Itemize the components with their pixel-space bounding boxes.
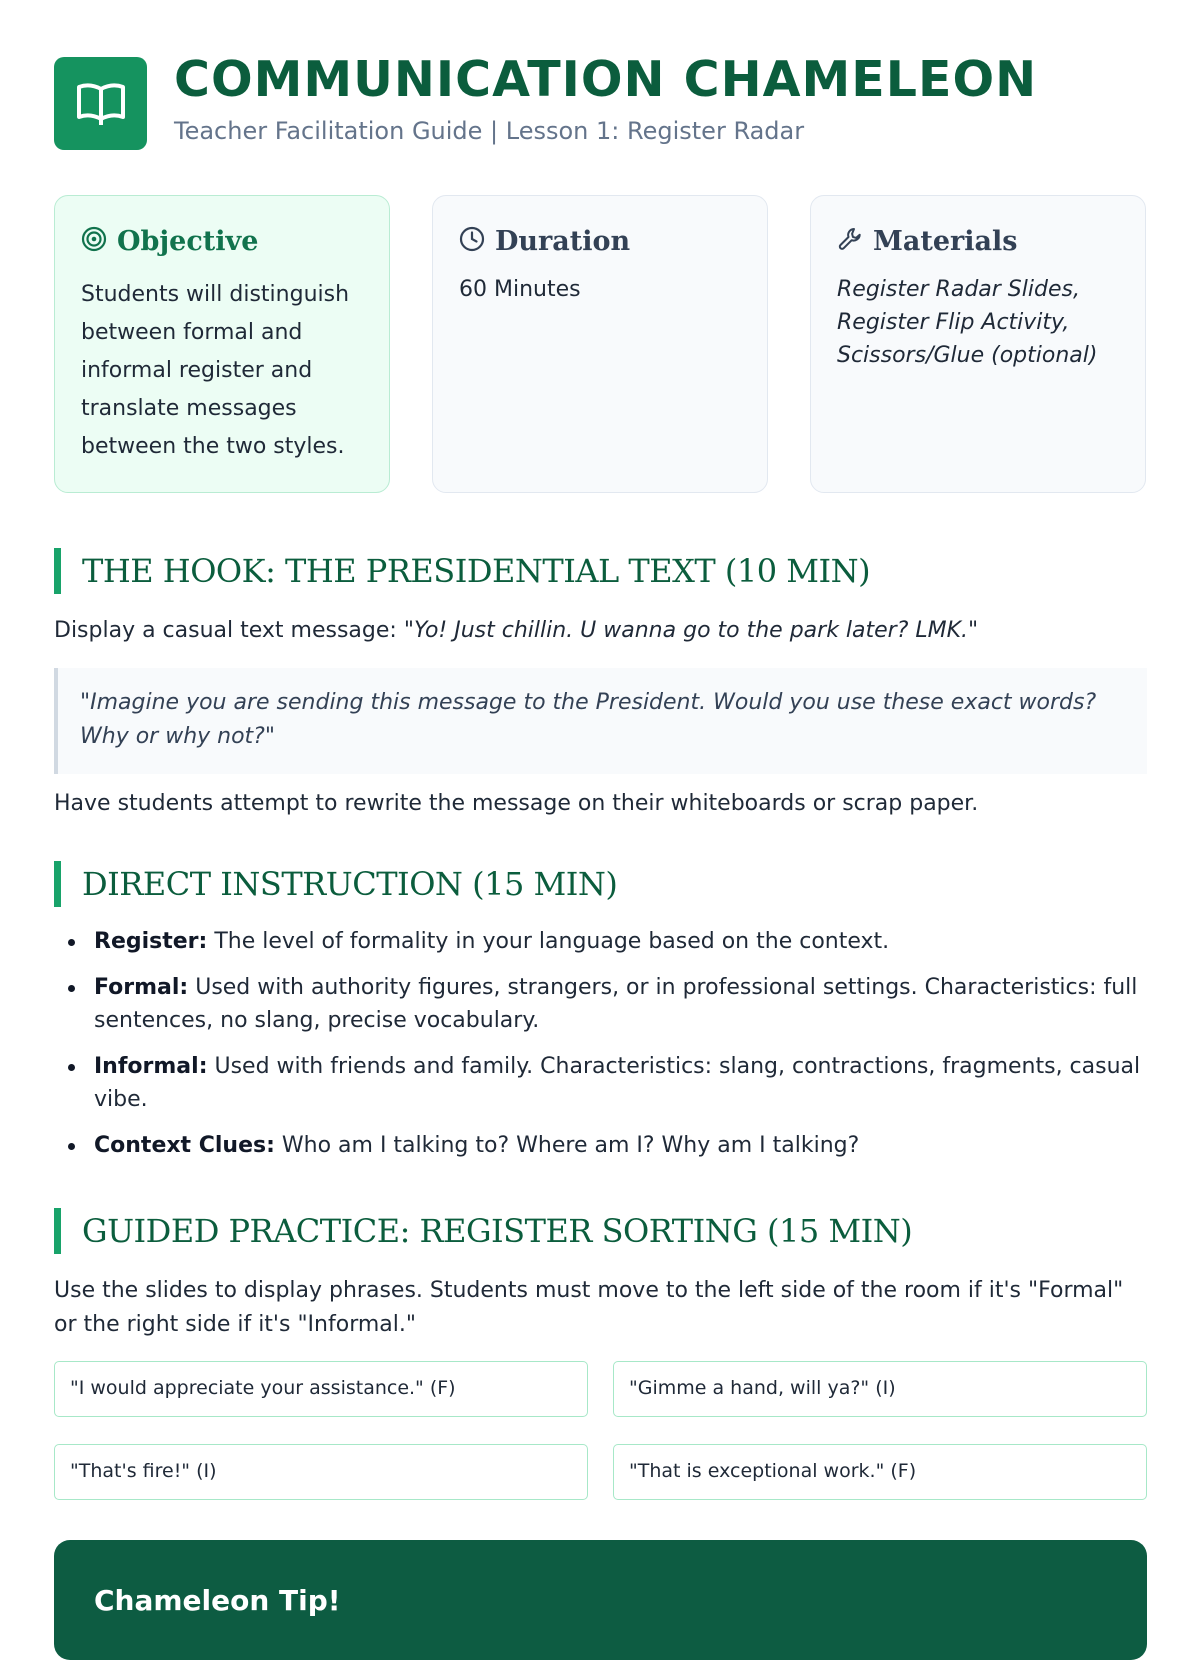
term-definition: Used with authority figures, strangers, or in professional settings. Characteristics: full sentences, no slang, precise vocabulary. [94,975,1138,1033]
hook-callout-quote: "Imagine you are sending this message to the President. Would you use these exact words? Why or why not?" [54,668,1147,774]
chameleon-tip-box [54,1540,1147,1660]
objective-text: Students will distinguish between formal and informal register and translate messages between the two styles. [81,282,350,459]
practice-intro: Use the slides to display phrases. Students must move to the left side of the room if it's "Formal" or the right side if it's "Informal." [54,1278,1124,1337]
duration-title: Duration [495,225,631,257]
term-label: Formal: [94,975,189,1000]
duration-card [432,195,768,493]
hook-followup: Have students attempt to rewrite the message on their whiteboards or scrap paper. [54,791,979,816]
list-item [94,971,1187,1037]
phrase-card: "That's fire!" (I) [54,1444,588,1500]
term-label: Informal: [94,1054,208,1079]
phrase-card: "That is exceptional work." (F) [613,1444,1147,1500]
casual-message-quote: "Yo! Just chillin. U wanna go to the park later? LMK." [403,618,979,643]
lesson-info-cards [54,195,1147,493]
materials-text: Register Radar Slides, Register Flip Activity, Scissors/Glue (optional) [837,277,1098,368]
list-item [94,1129,1187,1162]
target-icon [81,226,107,256]
materials-title: Materials [873,225,1018,257]
list-item [94,1050,1187,1116]
hook-section-title: THE HOOK: THE PRESIDENTIAL TEXT (10 MIN) [54,548,870,594]
term-label: Register: [94,929,208,954]
hook-intro [54,614,1147,648]
term-definition: Used with friends and family. Characteristics: slang, contractions, fragments, casual vibe. [94,1054,1141,1112]
phrase-card: "I would appreciate your assistance." (F) [54,1361,588,1417]
materials-card [810,195,1146,493]
term-label: Context Clues: [94,1133,275,1158]
page-subtitle: Teacher Facilitation Guide | Lesson 1: Register Radar [174,117,805,145]
page-title: COMMUNICATION CHAMELEON [174,51,1038,108]
practice-section-title: GUIDED PRACTICE: REGISTER SORTING (15 MIN) [54,1208,912,1254]
open-book-icon [54,57,147,150]
objective-title: Objective [117,225,259,257]
term-definition: Who am I talking to? Where am I? Why am I talking? [274,1133,860,1158]
hook-intro-text: Display a casual text message: [54,618,397,643]
instruction-section-title: DIRECT INSTRUCTION (15 MIN) [54,861,617,907]
definition-list [54,925,1187,1175]
term-definition: The level of formality in your language based on the context. [207,929,890,954]
duration-text: 60 Minutes [459,277,581,302]
clock-icon [459,226,485,256]
list-item [94,925,1187,958]
objective-card [54,195,390,493]
tip-title: Chameleon Tip! [94,1584,341,1617]
page-header [54,51,1147,153]
phrase-card: "Gimme a hand, will ya?" (I) [613,1361,1147,1417]
wrench-icon [837,226,863,256]
